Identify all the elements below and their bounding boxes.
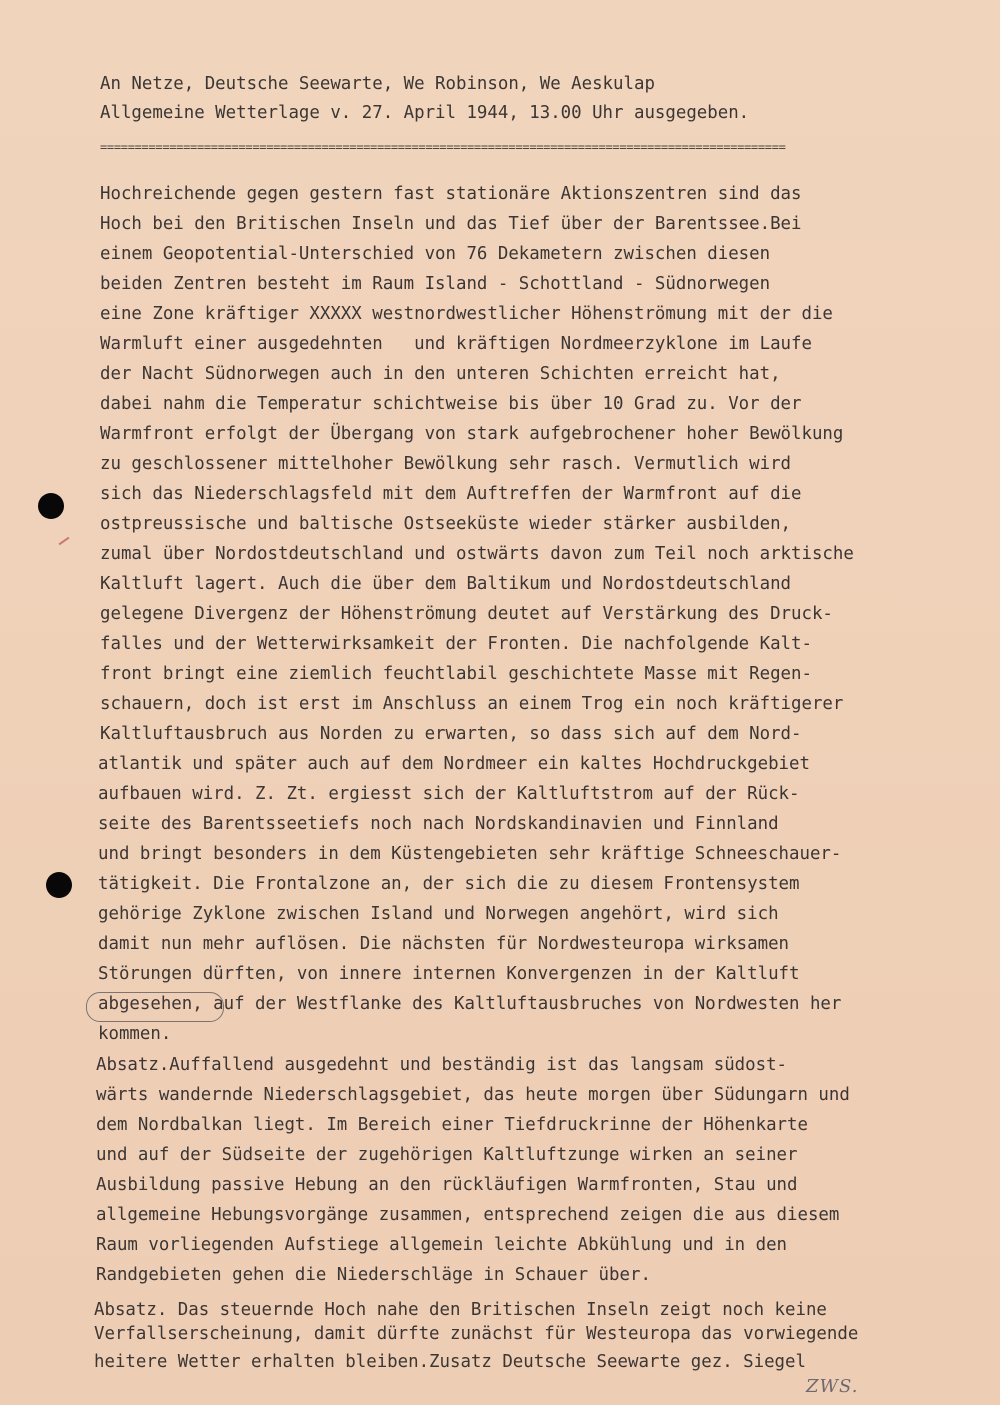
body-line: aufbauen wird. Z. Zt. ergiesst sich der Kaltluftstrom auf der Rück- [98, 784, 800, 804]
handwritten-initials: ZWS. [806, 1376, 859, 1397]
body-line: Randgebieten gehen die Niederschläge in Schauer über. [96, 1265, 651, 1285]
body-line: einem Geopotential-Unterschied von 76 Dekametern zwischen diesen [100, 244, 771, 264]
header-title: Allgemeine Wetterlage v. 27. April 1944, 13.00 Uhr ausgegeben. [100, 103, 750, 123]
body-line: Absatz.Auffallend ausgedehnt und beständig ist das langsam südost- [96, 1055, 788, 1075]
body-line: Warmluft einer ausgedehnten und kräftigen Nordmeerzyklone im Laufe [100, 334, 812, 354]
typed-text [0, 0, 1000, 123]
body-line: heitere Wetter erhalten bleiben.Zusatz Deutsche Seewarte gez. Siegel [94, 1352, 806, 1372]
body-line: abgesehen, auf der Westflanke des Kaltluftausbruches von Nordwesten her [98, 994, 842, 1014]
body-line: und bringt besonders in dem Küstengebieten sehr kräftige Schneeschauer- [98, 844, 842, 864]
body-line: sich das Niederschlagsfeld mit dem Auftreffen der Warmfront auf die [100, 484, 802, 504]
body-line: Kaltluft lagert. Auch die über dem Baltikum und Nordostdeutschland [100, 574, 792, 594]
body-line: Hochreichende gegen gestern fast stationäre Aktionszentren sind das [100, 184, 802, 204]
body-line: der Nacht Südnorwegen auch in den unteren Schichten erreicht hat, [100, 364, 781, 384]
punch-hole-lower [46, 872, 72, 898]
body-line: Störungen dürften, von innere internen Konvergenzen in der Kaltluft [98, 964, 800, 984]
body-line: Raum vorliegenden Aufstiege allgemein leichte Abkühlung und in den [96, 1235, 788, 1255]
body-line: schauern, doch ist erst im Anschluss an einem Trog ein noch kräftigerer [100, 694, 844, 714]
body-line: Kaltluftausbruch aus Norden zu erwarten, so dass sich auf dem Nord- [100, 724, 802, 744]
body-line: gelegene Divergenz der Höhenströmung deutet auf Verstärkung des Druck- [100, 604, 833, 624]
body-line: dabei nahm die Temperatur schichtweise bis über 10 Grad zu. Vor der [100, 394, 802, 414]
body-line: damit nun mehr auflösen. Die nächsten für Nordwesteuropa wirksamen [98, 934, 790, 954]
body-line: dem Nordbalkan liegt. Im Bereich einer Tiefdruckrinne der Höhenkarte [96, 1115, 808, 1135]
pencil-mark [59, 537, 70, 546]
body-line: front bringt eine ziemlich feuchtlabil geschichtete Masse mit Regen- [100, 664, 812, 684]
body-line: beiden Zentren besteht im Raum Island - Schottland - Südnorwegen [100, 274, 771, 294]
body-line: zumal über Nordostdeutschland und ostwärts davon zum Teil noch arktische [100, 544, 854, 564]
body-line: gehörige Zyklone zwischen Island und Norwegen angehört, wird sich [98, 904, 779, 924]
punch-hole-upper [38, 493, 64, 519]
body-line: allgemeine Hebungsvorgänge zusammen, entsprechend zeigen die aus diesem [96, 1205, 840, 1225]
body-line: Absatz. Das steuernde Hoch nahe den Britischen Inseln zeigt noch keine [94, 1300, 827, 1320]
header-recipients: An Netze, Deutsche Seewarte, We Robinson, We Aeskulap [100, 74, 655, 94]
pencil-circle-mark [86, 992, 224, 1022]
body-line: zu geschlossener mittelhoher Bewölkung sehr rasch. Vermutlich wird [100, 454, 792, 474]
body-line: tätigkeit. Die Frontalzone an, der sich die zu diesem Frontensystem [98, 874, 800, 894]
body-line: falles und der Wetterwirksamkeit der Fronten. Die nachfolgende Kalt- [100, 634, 812, 654]
body-line: wärts wandernde Niederschlagsgebiet, das heute morgen über Südungarn und [96, 1085, 850, 1105]
body-line: Hoch bei den Britischen Inseln und das Tief über der Barentssee.Bei [100, 214, 802, 234]
body-line: ostpreussische und baltische Ostseeküste wieder stärker ausbilden, [100, 514, 792, 534]
body-line: Warmfront erfolgt der Übergang von stark aufgebrochener hoher Bewölkung [100, 424, 844, 444]
body-line: eine Zone kräftiger XXXXX westnordwestlicher Höhenströmung mit der die [100, 304, 833, 324]
body-line: seite des Barentsseetiefs noch nach Nordskandinavien und Finnland [98, 814, 779, 834]
body-line: atlantik und später auch auf dem Nordmeer ein kaltes Hochdruckgebiet [98, 754, 810, 774]
body-line: Verfallserscheinung, damit dürfte zunächst für Westeuropa das vorwiegende [94, 1324, 859, 1344]
body-line: kommen. [98, 1024, 172, 1044]
body-line: und auf der Südseite der zugehörigen Kaltluftzunge wirken an seiner [96, 1145, 798, 1165]
body-line: Ausbildung passive Hebung an den rückläufigen Warmfronten, Stau und [96, 1175, 798, 1195]
header-rule: =================================================================================================== [100, 140, 786, 154]
